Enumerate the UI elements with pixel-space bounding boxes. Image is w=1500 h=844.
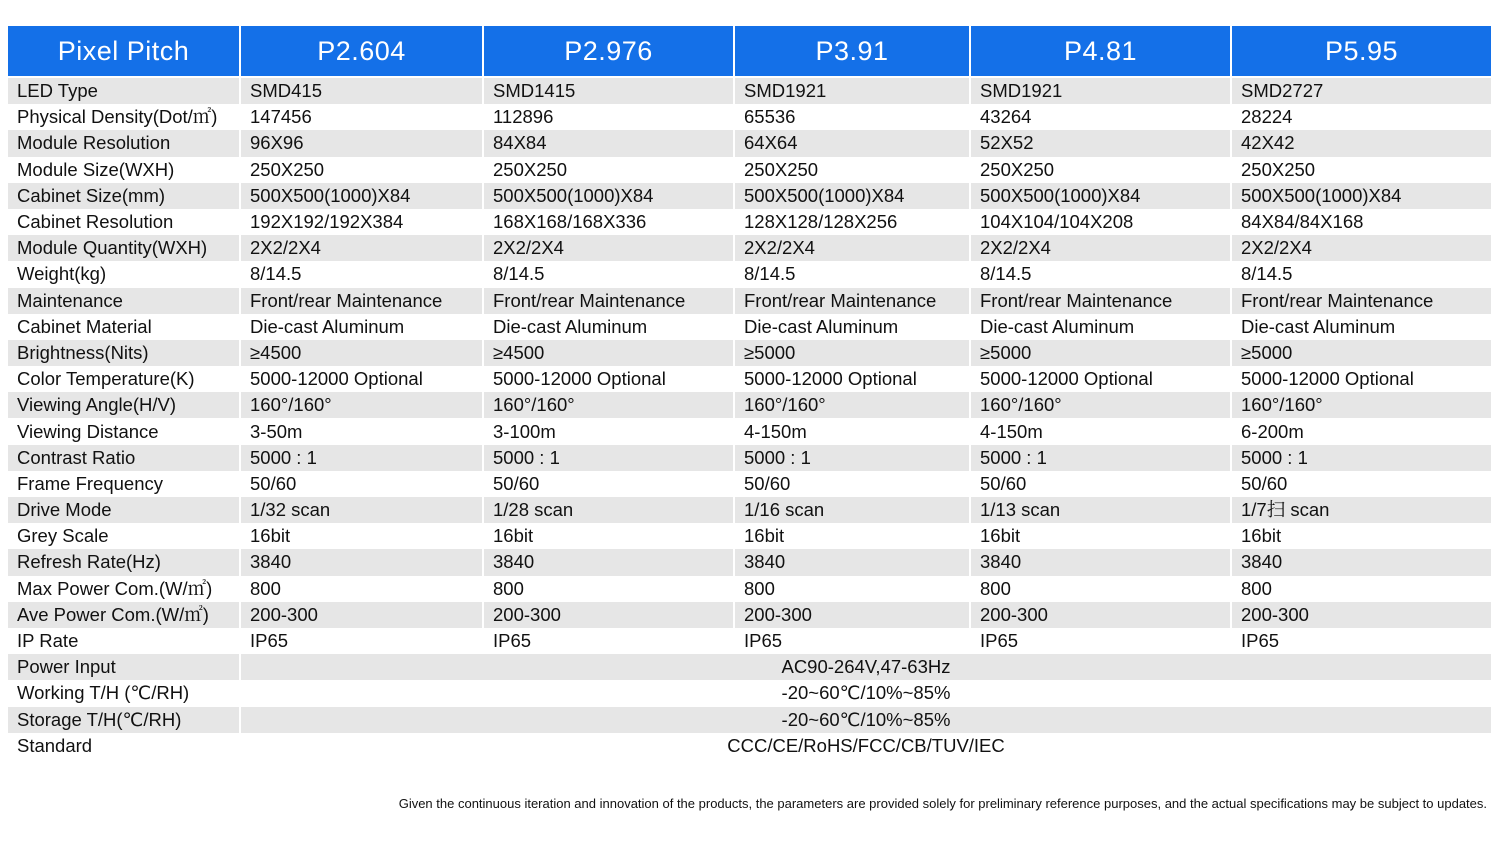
row-value: 200-300 [734, 602, 970, 628]
row-value-spanned: -20~60℃/10%~85% [240, 707, 1491, 733]
row-value: 2X2/2X4 [970, 235, 1231, 261]
row-value: Die-cast Aluminum [240, 314, 483, 340]
row-value: 2X2/2X4 [240, 235, 483, 261]
row-value: Front/rear Maintenance [734, 288, 970, 314]
row-label: IP Rate [8, 628, 240, 654]
row-value: 250X250 [240, 157, 483, 183]
row-value: IP65 [240, 628, 483, 654]
row-value: 800 [240, 576, 483, 602]
row-value: 800 [483, 576, 734, 602]
table-row-span [8, 654, 1491, 680]
table-row [8, 445, 1491, 471]
row-value: SMD2727 [1231, 78, 1491, 104]
row-value: 1/13 scan [970, 497, 1231, 523]
header-label: Pixel Pitch [8, 26, 240, 76]
row-value: 4-150m [970, 418, 1231, 444]
row-label: Viewing Angle(H/V) [8, 392, 240, 418]
row-value: 84X84/84X168 [1231, 209, 1491, 235]
row-value: 1/28 scan [483, 497, 734, 523]
row-value: 800 [970, 576, 1231, 602]
table-row [8, 392, 1491, 418]
row-value: 2X2/2X4 [1231, 235, 1491, 261]
row-value: Die-cast Aluminum [970, 314, 1231, 340]
row-label: Module Resolution [8, 130, 240, 156]
row-value: Front/rear Maintenance [483, 288, 734, 314]
row-value: 16bit [1231, 523, 1491, 549]
row-label: Cabinet Size(mm) [8, 183, 240, 209]
row-label: Physical Density(Dot/㎡) [8, 104, 240, 130]
row-value: 104X104/104X208 [970, 209, 1231, 235]
row-value: 160°/160° [970, 392, 1231, 418]
header-row [8, 26, 1491, 76]
row-label: Frame Frequency [8, 471, 240, 497]
table-row-span [8, 707, 1491, 733]
row-label: Cabinet Material [8, 314, 240, 340]
row-value: SMD415 [240, 78, 483, 104]
row-label: Standard [8, 733, 240, 759]
row-label: Module Size(WXH) [8, 157, 240, 183]
header-model: P5.95 [1231, 26, 1491, 76]
row-label: Ave Power Com.(W/㎡) [8, 602, 240, 628]
row-value: 50/60 [240, 471, 483, 497]
row-value: 5000 : 1 [483, 445, 734, 471]
table-row [8, 549, 1491, 575]
row-value: ≥5000 [734, 340, 970, 366]
row-value: SMD1415 [483, 78, 734, 104]
row-value: 52X52 [970, 130, 1231, 156]
row-label: Weight(kg) [8, 261, 240, 287]
spec-table [8, 26, 1491, 759]
row-label: Viewing Distance [8, 418, 240, 444]
row-value: 42X42 [1231, 130, 1491, 156]
row-value: 3840 [734, 549, 970, 575]
row-value: 84X84 [483, 130, 734, 156]
row-value: 8/14.5 [1231, 261, 1491, 287]
table-row [8, 471, 1491, 497]
row-value: 500X500(1000)X84 [970, 183, 1231, 209]
row-value: 1/16 scan [734, 497, 970, 523]
row-label: Power Input [8, 654, 240, 680]
row-value: 16bit [734, 523, 970, 549]
row-label: Color Temperature(K) [8, 366, 240, 392]
row-value: 5000 : 1 [240, 445, 483, 471]
row-label: Contrast Ratio [8, 445, 240, 471]
table-row [8, 104, 1491, 130]
row-value: 16bit [970, 523, 1231, 549]
row-value: IP65 [970, 628, 1231, 654]
row-value: Front/rear Maintenance [1231, 288, 1491, 314]
row-label: Maintenance [8, 288, 240, 314]
row-value: 50/60 [970, 471, 1231, 497]
row-value: 160°/160° [240, 392, 483, 418]
table-row [8, 288, 1491, 314]
row-label: Grey Scale [8, 523, 240, 549]
row-value: 50/60 [734, 471, 970, 497]
table-row [8, 157, 1491, 183]
row-value: 128X128/128X256 [734, 209, 970, 235]
row-value: 6-200m [1231, 418, 1491, 444]
row-value: Die-cast Aluminum [734, 314, 970, 340]
row-value: Die-cast Aluminum [1231, 314, 1491, 340]
row-value: 5000-12000 Optional [970, 366, 1231, 392]
row-value: 5000 : 1 [970, 445, 1231, 471]
row-value: 65536 [734, 104, 970, 130]
table-row [8, 340, 1491, 366]
row-value: 500X500(1000)X84 [483, 183, 734, 209]
row-label: Working T/H (℃/RH) [8, 680, 240, 706]
row-value: 1/7扫 scan [1231, 497, 1491, 523]
row-label: Storage T/H(℃/RH) [8, 707, 240, 733]
row-value: 5000-12000 Optional [1231, 366, 1491, 392]
row-value: 250X250 [734, 157, 970, 183]
row-value: 5000-12000 Optional [483, 366, 734, 392]
row-value: 500X500(1000)X84 [734, 183, 970, 209]
row-value: 2X2/2X4 [734, 235, 970, 261]
table-row-span [8, 680, 1491, 706]
row-value: 200-300 [240, 602, 483, 628]
row-value: 28224 [1231, 104, 1491, 130]
row-value: IP65 [1231, 628, 1491, 654]
row-value: 2X2/2X4 [483, 235, 734, 261]
row-value: 160°/160° [483, 392, 734, 418]
table-row [8, 183, 1491, 209]
row-value: SMD1921 [970, 78, 1231, 104]
row-value: IP65 [483, 628, 734, 654]
row-value: 160°/160° [734, 392, 970, 418]
row-value: 16bit [483, 523, 734, 549]
row-value: 5000 : 1 [1231, 445, 1491, 471]
row-label: LED Type [8, 78, 240, 104]
row-label: Max Power Com.(W/㎡) [8, 576, 240, 602]
row-value: 4-150m [734, 418, 970, 444]
row-value: 168X168/168X336 [483, 209, 734, 235]
row-label: Cabinet Resolution [8, 209, 240, 235]
row-value: Front/rear Maintenance [970, 288, 1231, 314]
row-value: 160°/160° [1231, 392, 1491, 418]
row-value: 5000-12000 Optional [734, 366, 970, 392]
row-value: 8/14.5 [734, 261, 970, 287]
row-label: Refresh Rate(Hz) [8, 549, 240, 575]
row-value: Die-cast Aluminum [483, 314, 734, 340]
row-value: ≥5000 [970, 340, 1231, 366]
row-value: IP65 [734, 628, 970, 654]
row-value: 8/14.5 [483, 261, 734, 287]
row-value-spanned: -20~60℃/10%~85% [240, 680, 1491, 706]
row-value: 250X250 [483, 157, 734, 183]
row-value: 112896 [483, 104, 734, 130]
row-label: Drive Mode [8, 497, 240, 523]
row-value: 50/60 [1231, 471, 1491, 497]
row-value: 500X500(1000)X84 [1231, 183, 1491, 209]
row-value: 500X500(1000)X84 [240, 183, 483, 209]
row-value: 8/14.5 [970, 261, 1231, 287]
table-row [8, 418, 1491, 444]
row-value: 200-300 [970, 602, 1231, 628]
row-value: 800 [1231, 576, 1491, 602]
row-value: ≥5000 [1231, 340, 1491, 366]
header-model: P3.91 [734, 26, 970, 76]
row-value: 147456 [240, 104, 483, 130]
row-value: 3840 [1231, 549, 1491, 575]
table-row [8, 314, 1491, 340]
table-row [8, 523, 1491, 549]
row-value: 16bit [240, 523, 483, 549]
row-label: Module Quantity(WXH) [8, 235, 240, 261]
row-value: 3840 [970, 549, 1231, 575]
table-row-span [8, 733, 1491, 759]
row-value: 3-50m [240, 418, 483, 444]
row-value: 200-300 [1231, 602, 1491, 628]
row-value: 96X96 [240, 130, 483, 156]
row-value-spanned: AC90-264V,47-63Hz [240, 654, 1491, 680]
row-label: Brightness(Nits) [8, 340, 240, 366]
header-model: P2.604 [240, 26, 483, 76]
table-row [8, 78, 1491, 104]
row-value: 8/14.5 [240, 261, 483, 287]
row-value: 5000 : 1 [734, 445, 970, 471]
table-row [8, 261, 1491, 287]
row-value: 1/32 scan [240, 497, 483, 523]
row-value: ≥4500 [240, 340, 483, 366]
table-row [8, 209, 1491, 235]
footnote: Given the continuous iteration and innovation of the products, the parameters are provided solely for preliminary reference purposes, and the actual specifications may be subject to updates. [398, 796, 1487, 811]
row-value: 5000-12000 Optional [240, 366, 483, 392]
row-value: 800 [734, 576, 970, 602]
row-value: 250X250 [1231, 157, 1491, 183]
table-row [8, 366, 1491, 392]
row-value: 192X192/192X384 [240, 209, 483, 235]
row-value: 3-100m [483, 418, 734, 444]
row-value: 3840 [483, 549, 734, 575]
table-row [8, 628, 1491, 654]
row-value: 50/60 [483, 471, 734, 497]
header-model: P2.976 [483, 26, 734, 76]
table-row [8, 235, 1491, 261]
row-value: 3840 [240, 549, 483, 575]
row-value: 250X250 [970, 157, 1231, 183]
table-row [8, 130, 1491, 156]
row-value: 200-300 [483, 602, 734, 628]
row-value: 43264 [970, 104, 1231, 130]
table-row [8, 497, 1491, 523]
row-value: 64X64 [734, 130, 970, 156]
table-row [8, 576, 1491, 602]
row-value: SMD1921 [734, 78, 970, 104]
table-row [8, 602, 1491, 628]
row-value: Front/rear Maintenance [240, 288, 483, 314]
header-model: P4.81 [970, 26, 1231, 76]
row-value: ≥4500 [483, 340, 734, 366]
row-value-spanned: CCC/CE/RoHS/FCC/CB/TUV/IEC [240, 733, 1491, 759]
